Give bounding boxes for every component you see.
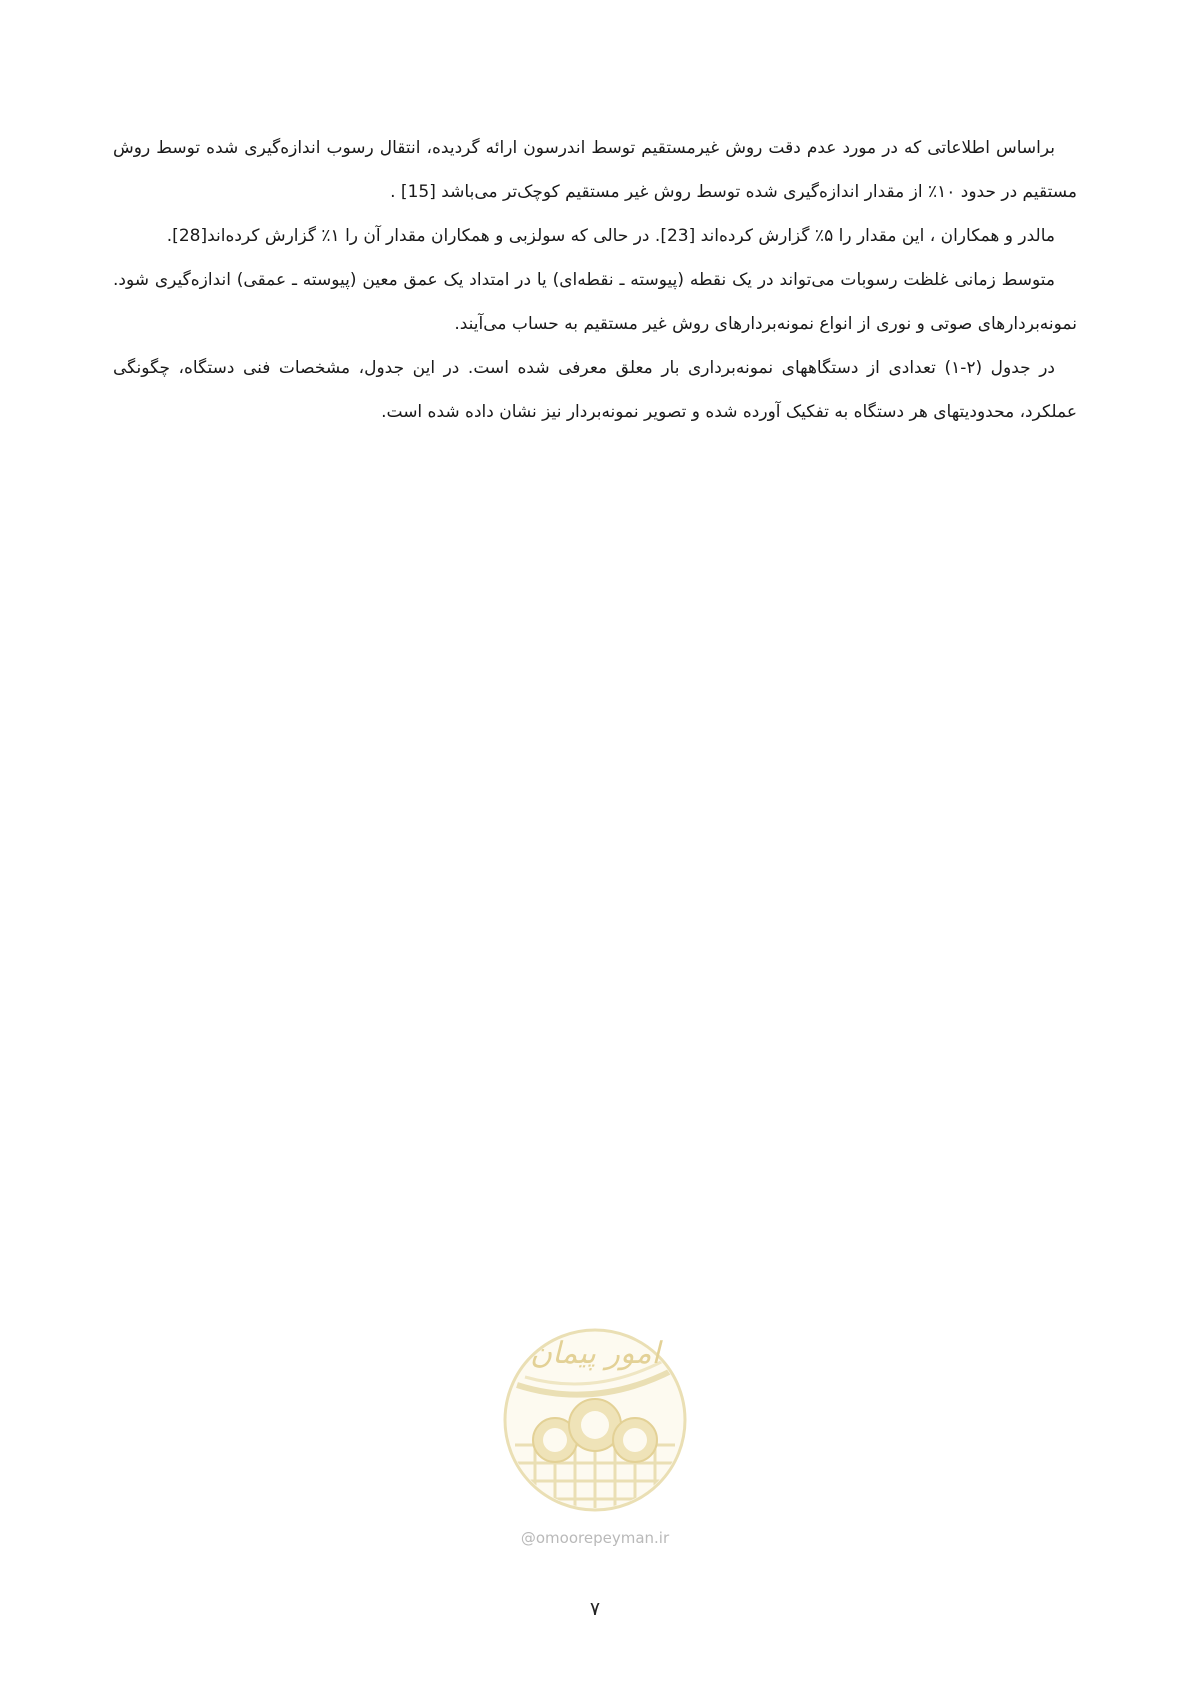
page-number: ۷ — [589, 1598, 601, 1620]
paragraph-3: متوسط زمانی غلظت رسوبات می‌تواند در یک نقطه (پیوسته ـ نقطه‌ای) یا در امتداد یک عمق معین (پیوسته ـ عمقی) اندازه‌گیری شود. نمونه‌بردارهای صوتی و نوری از انواع نمونه‌بردارهای روش غیر مستقیم به حساب می‌آیند. — [113, 270, 1077, 334]
paragraph-2: مالدر و همکاران ، این مقدار را ۵٪ گزارش کرده‌اند [23]. در حالی که سولزبی و همکاران مقدار آن را ۱٪ گزارش کرده‌اند[28]. — [166, 226, 1055, 246]
paragraph-1: براساس اطلاعاتی که در مورد عدم دقت روش غیرمستقیم توسط اندرسون ارائه گردیده، انتقال رسوب اندازه‌گیری شده توسط روش مستقیم در حدود ۱۰٪ از مقدار اندازه‌گیری شده توسط روش غیر مستقیم کوچک‌تر می‌باشد [15] . — [113, 138, 1077, 202]
logo-seal-icon — [495, 1315, 695, 1525]
watermark-logo — [490, 1315, 700, 1565]
watermark-url: @omoorepeyman.ir — [520, 1529, 670, 1547]
body-text — [113, 126, 1077, 434]
paragraph-4: در جدول (۲-۱) تعدادی از دستگاههای نمونه‌برداری بار معلق معرفی شده است. در این جدول، مشخصات فنی دستگاه، چگونگی عملکرد، محدودیتهای هر دستگاه به تفکیک آورده شده و تصویر نمونه‌بردار نیز نشان داده شده است. — [113, 358, 1077, 422]
logo-lettering: امور پیمان — [530, 1336, 660, 1371]
